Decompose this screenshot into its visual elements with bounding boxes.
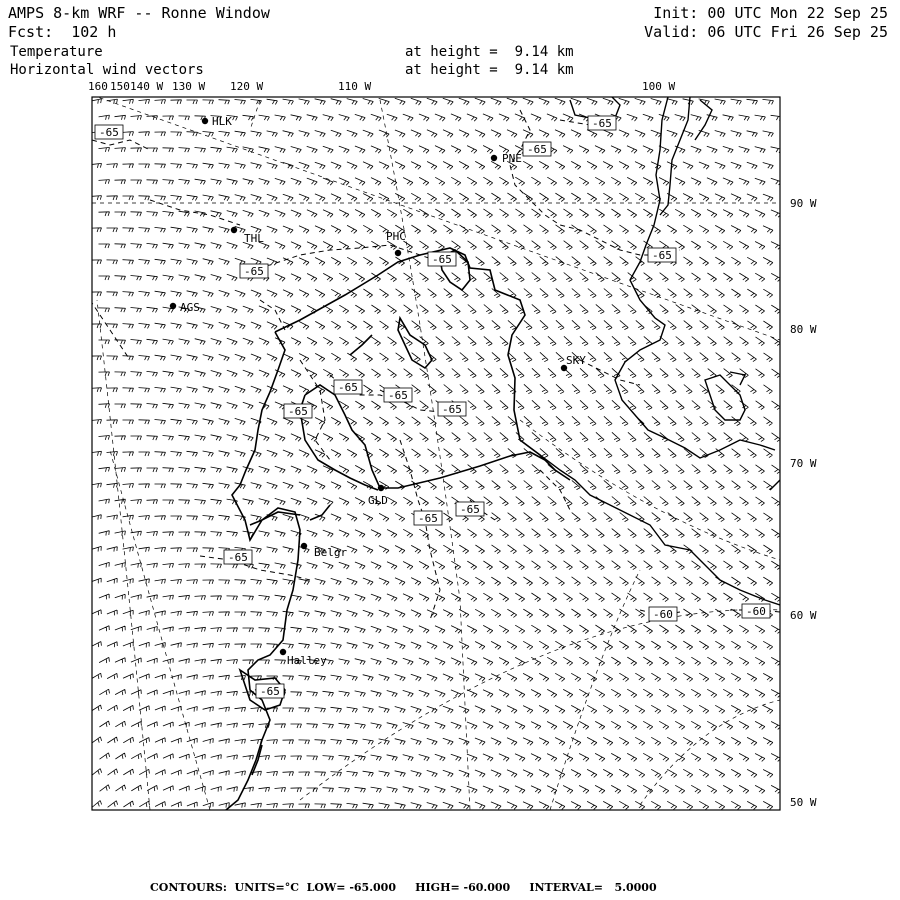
lon-label: 140 W [130,80,164,93]
svg-text:AGS: AGS [180,301,200,314]
contour-label [742,604,770,618]
svg-text:-65: -65 [592,117,612,130]
svg-text:-65: -65 [244,265,264,278]
svg-text:-65: -65 [460,503,480,516]
svg-text:-65: -65 [527,143,547,156]
field-temperature: Temperature [10,44,103,60]
wind-level: at height = 9.14 km [405,62,574,78]
station-halley [280,649,327,667]
contour-label [456,502,484,516]
contour-label [224,550,252,564]
contour-label [284,404,312,418]
svg-text:-65: -65 [228,551,248,564]
contour-label [256,684,284,698]
lon-label: 130 W [172,80,206,93]
svg-text:HLK: HLK [212,115,232,128]
svg-text:THL: THL [244,232,264,245]
wind-vectors [91,98,782,809]
contour-label [414,511,442,525]
lat-label: 90 W [790,197,817,210]
temperature-contours [90,110,780,690]
stations [170,115,586,667]
lat-label: 80 W [790,323,817,336]
contour-info: CONTOURS: UNITS=°C LOW= -65.000 HIGH= -60.000 INTERVAL= 5.0000 [150,881,657,894]
contour-label [334,380,362,394]
contour-label [95,125,123,139]
temperature-level: at height = 9.14 km [405,44,574,60]
lon-label: 150 [110,80,130,93]
station-ags [170,301,200,314]
svg-text:-65: -65 [652,249,672,262]
svg-text:PHC: PHC [386,230,406,243]
contour-label [523,142,551,156]
svg-text:-65: -65 [338,381,358,394]
svg-text:-60: -60 [653,608,673,621]
contour-label [438,402,466,416]
lon-label: 100 W [642,80,676,93]
svg-text:Halley: Halley [287,654,327,667]
init-time: Init: 00 UTC Mon 22 Sep 25 [653,4,888,22]
station-phc [386,230,406,256]
svg-text:-65: -65 [99,126,119,139]
contour-label [588,116,616,130]
station-sky [561,354,586,371]
coastline [226,248,570,810]
contour-label [648,248,676,262]
station-thl [231,227,264,245]
svg-text:-60: -60 [746,605,766,618]
svg-text:-65: -65 [442,403,462,416]
contour-label [428,252,456,266]
lat-label: 60 W [790,609,817,622]
contour-label [649,607,677,621]
lon-label: 110 W [338,80,372,93]
lat-label: 50 W [790,796,817,809]
station-hlk [202,115,232,128]
lat-label: 70 W [790,457,817,470]
valid-time: Valid: 06 UTC Fri 26 Sep 25 [644,23,888,41]
latitude-labels [790,197,817,809]
map-frame [92,97,780,810]
contour-label [384,388,412,402]
svg-text:GLD: GLD [368,494,388,507]
station-pne [491,152,522,165]
map-title: AMPS 8-km WRF -- Ronne Window [8,4,270,22]
lon-label: 120 W [230,80,264,93]
contour-label [240,264,268,278]
svg-text:SKY: SKY [566,354,586,367]
forecast-hour: Fcst: 102 h [8,23,117,41]
svg-text:-65: -65 [388,389,408,402]
svg-text:-65: -65 [418,512,438,525]
longitude-labels [88,80,675,93]
svg-text:-65: -65 [432,253,452,266]
svg-text:Belgr: Belgr [314,546,348,559]
svg-text:PNE: PNE [502,152,522,165]
field-wind-vectors: Horizontal wind vectors [10,62,204,78]
svg-text:-65: -65 [288,405,308,418]
lon-label: 160 [88,80,108,93]
svg-text:-65: -65 [260,685,280,698]
wind-barb-field [91,98,782,809]
